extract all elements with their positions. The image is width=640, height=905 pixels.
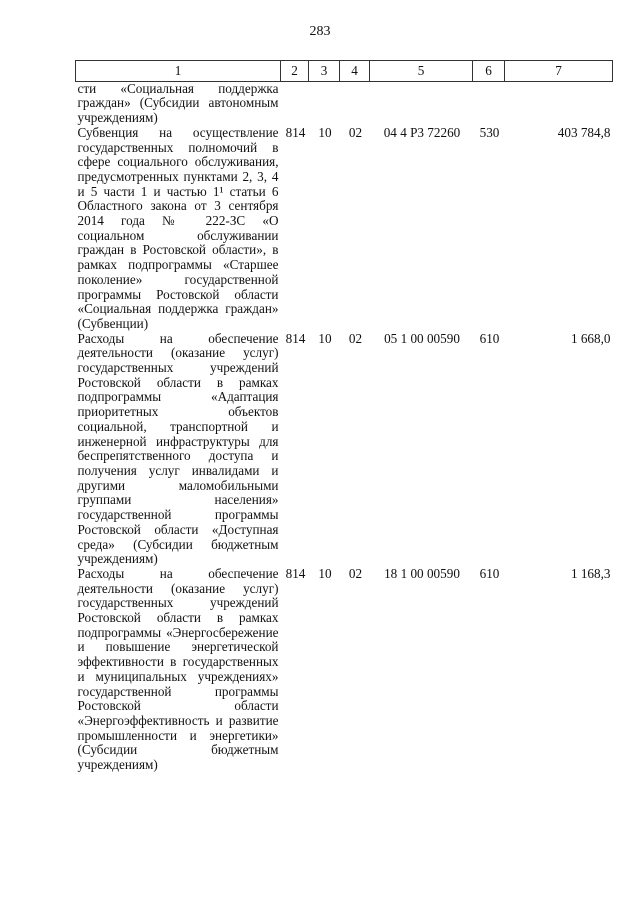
row-col5: [370, 81, 473, 126]
page-number: 283: [309, 24, 331, 39]
row-col6: 610: [479, 565, 500, 581]
column-header: 6: [473, 61, 505, 82]
row-col4: 02: [348, 330, 363, 346]
row-col4: 02: [348, 565, 363, 581]
row-col3: 10: [318, 330, 332, 346]
table-row: [76, 126, 613, 332]
row-col5: 04 4 Р3 72260: [383, 124, 461, 140]
row-description: Расходы на обеспечение деятельности (оказание услуг) государственных учреждений Ростовской области в рамках подпрограммы «Адаптация приоритетных объектов социальной, транспортной и инженерной инфраструктуры для беспрепятственного доступа и получения услуг инвалидами и другими маломобильными группами населения» государственной программы Ростовской области «Доступная среда» (Субсидии бюджетным учреждениям): [77, 330, 279, 567]
row-col2: 814: [285, 330, 306, 346]
row-description: Субвенция на осуществление государственных полномочий в сфере социального обслуживания, предусмотренных пунктами 2, 3, 4 и 5 части 1 и частью 1¹ статьи 6 Областного закона от 3 сентября 2014 года № 222-ЗС «О социальном обслуживании граждан в Ростовской области», в рамках подпрограммы «Старшее поколение» государственной программы Ростовской области «Социальная поддержка граждан» (Субвенции): [77, 124, 279, 331]
row-col6: [473, 81, 505, 126]
table-row: [76, 81, 613, 126]
table-row: [76, 567, 613, 773]
row-col5: 05 1 00 00590: [384, 330, 460, 346]
table-row: [76, 332, 613, 567]
row-col7: 403 784,8: [557, 124, 611, 140]
row-col4: 02: [348, 124, 363, 140]
column-header: 2: [281, 61, 309, 82]
row-col4: [340, 81, 370, 126]
row-col2: 814: [285, 124, 306, 140]
row-col7: 1 668,0: [570, 330, 611, 346]
row-description: Расходы на обеспечение деятельности (оказание услуг) государственных учреждений Ростовской области в рамках подпрограммы «Энергосбережение и повышение энергетической эффективности в государственных и муниципальных учреждениях» государственной программы Ростовской области «Энергоэффективность и развитие промышленности и энергетики» (Субсидии бюджетным учреждениям): [77, 565, 279, 773]
row-col6: 610: [479, 330, 500, 346]
table-header-row: [76, 61, 613, 82]
column-header: 3: [309, 61, 340, 82]
row-col2: [281, 81, 309, 126]
row-col3: 10: [318, 124, 332, 140]
column-header: 5: [370, 61, 473, 82]
row-col6: 530: [479, 124, 500, 140]
row-col5: 18 1 00 00590: [384, 565, 460, 581]
row-col2: 814: [285, 565, 306, 581]
column-header: 4: [340, 61, 370, 82]
column-header: 7: [505, 61, 613, 82]
column-header: 1: [76, 61, 281, 82]
row-col3: [309, 81, 340, 126]
row-col3: 10: [318, 565, 332, 581]
row-col7: 1 168,3: [570, 565, 611, 581]
row-description: сти «Социальная поддержка граждан» (Субсидии автономным учреждениям): [77, 80, 279, 126]
budget-table: [75, 60, 613, 773]
row-col7: [505, 81, 613, 126]
